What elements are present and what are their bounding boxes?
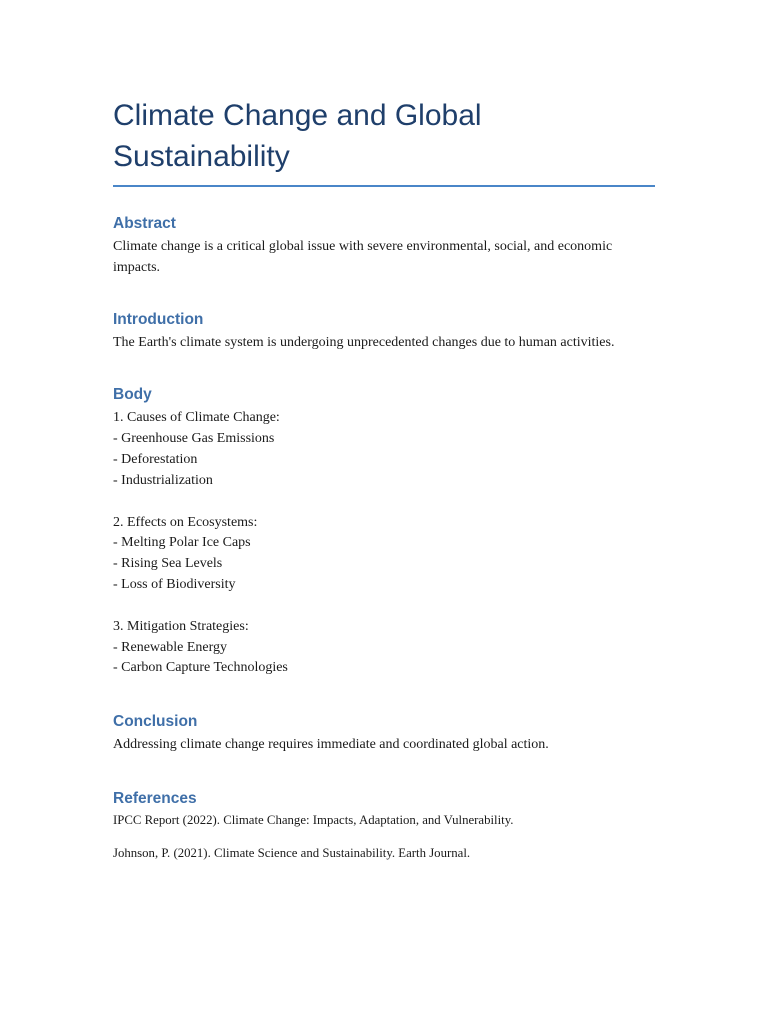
body-section-title: 1. Causes of Climate Change: <box>113 410 280 426</box>
body-list-item: - Carbon Capture Technologies <box>113 660 288 676</box>
document-title: Climate Change and Global Sustainability <box>113 95 655 187</box>
introduction-text: The Earth's climate system is undergoing unprecedented changes due to human activities. <box>113 334 615 350</box>
body-list-item: - Melting Polar Ice Caps <box>113 535 251 551</box>
body-list-item: - Rising Sea Levels <box>113 556 223 572</box>
body-list-item: - Greenhouse Gas Emissions <box>113 431 275 447</box>
conclusion-text: Addressing climate change requires immediate and coordinated global action. <box>113 737 549 753</box>
body-list-item: - Industrialization <box>113 472 213 488</box>
body-content <box>113 408 655 679</box>
body-list-item: - Deforestation <box>113 451 198 467</box>
body-list-item: - Loss of Biodiversity <box>113 576 236 592</box>
reference-item: IPCC Report (2022). Climate Change: Impacts, Adaptation, and Vulnerability. <box>113 812 514 827</box>
introduction-heading: Introduction <box>113 310 204 328</box>
section-spacer <box>113 596 655 617</box>
abstract-text: Climate change is a critical global issue with severe environmental, social, and economic impacts. <box>113 239 613 275</box>
body-section-title: 3. Mitigation Strategies: <box>113 618 249 634</box>
body-list-item: - Renewable Energy <box>113 639 228 655</box>
body-heading: Body <box>113 386 152 404</box>
body-section-title: 2. Effects on Ecosystems: <box>113 514 258 530</box>
conclusion-heading: Conclusion <box>113 713 198 731</box>
reference-item: Johnson, P. (2021). Climate Science and Sustainability. Earth Journal. <box>113 845 471 860</box>
references-heading: References <box>113 789 197 807</box>
abstract-heading: Abstract <box>113 215 176 232</box>
section-spacer <box>113 492 655 513</box>
document-page <box>113 95 655 862</box>
